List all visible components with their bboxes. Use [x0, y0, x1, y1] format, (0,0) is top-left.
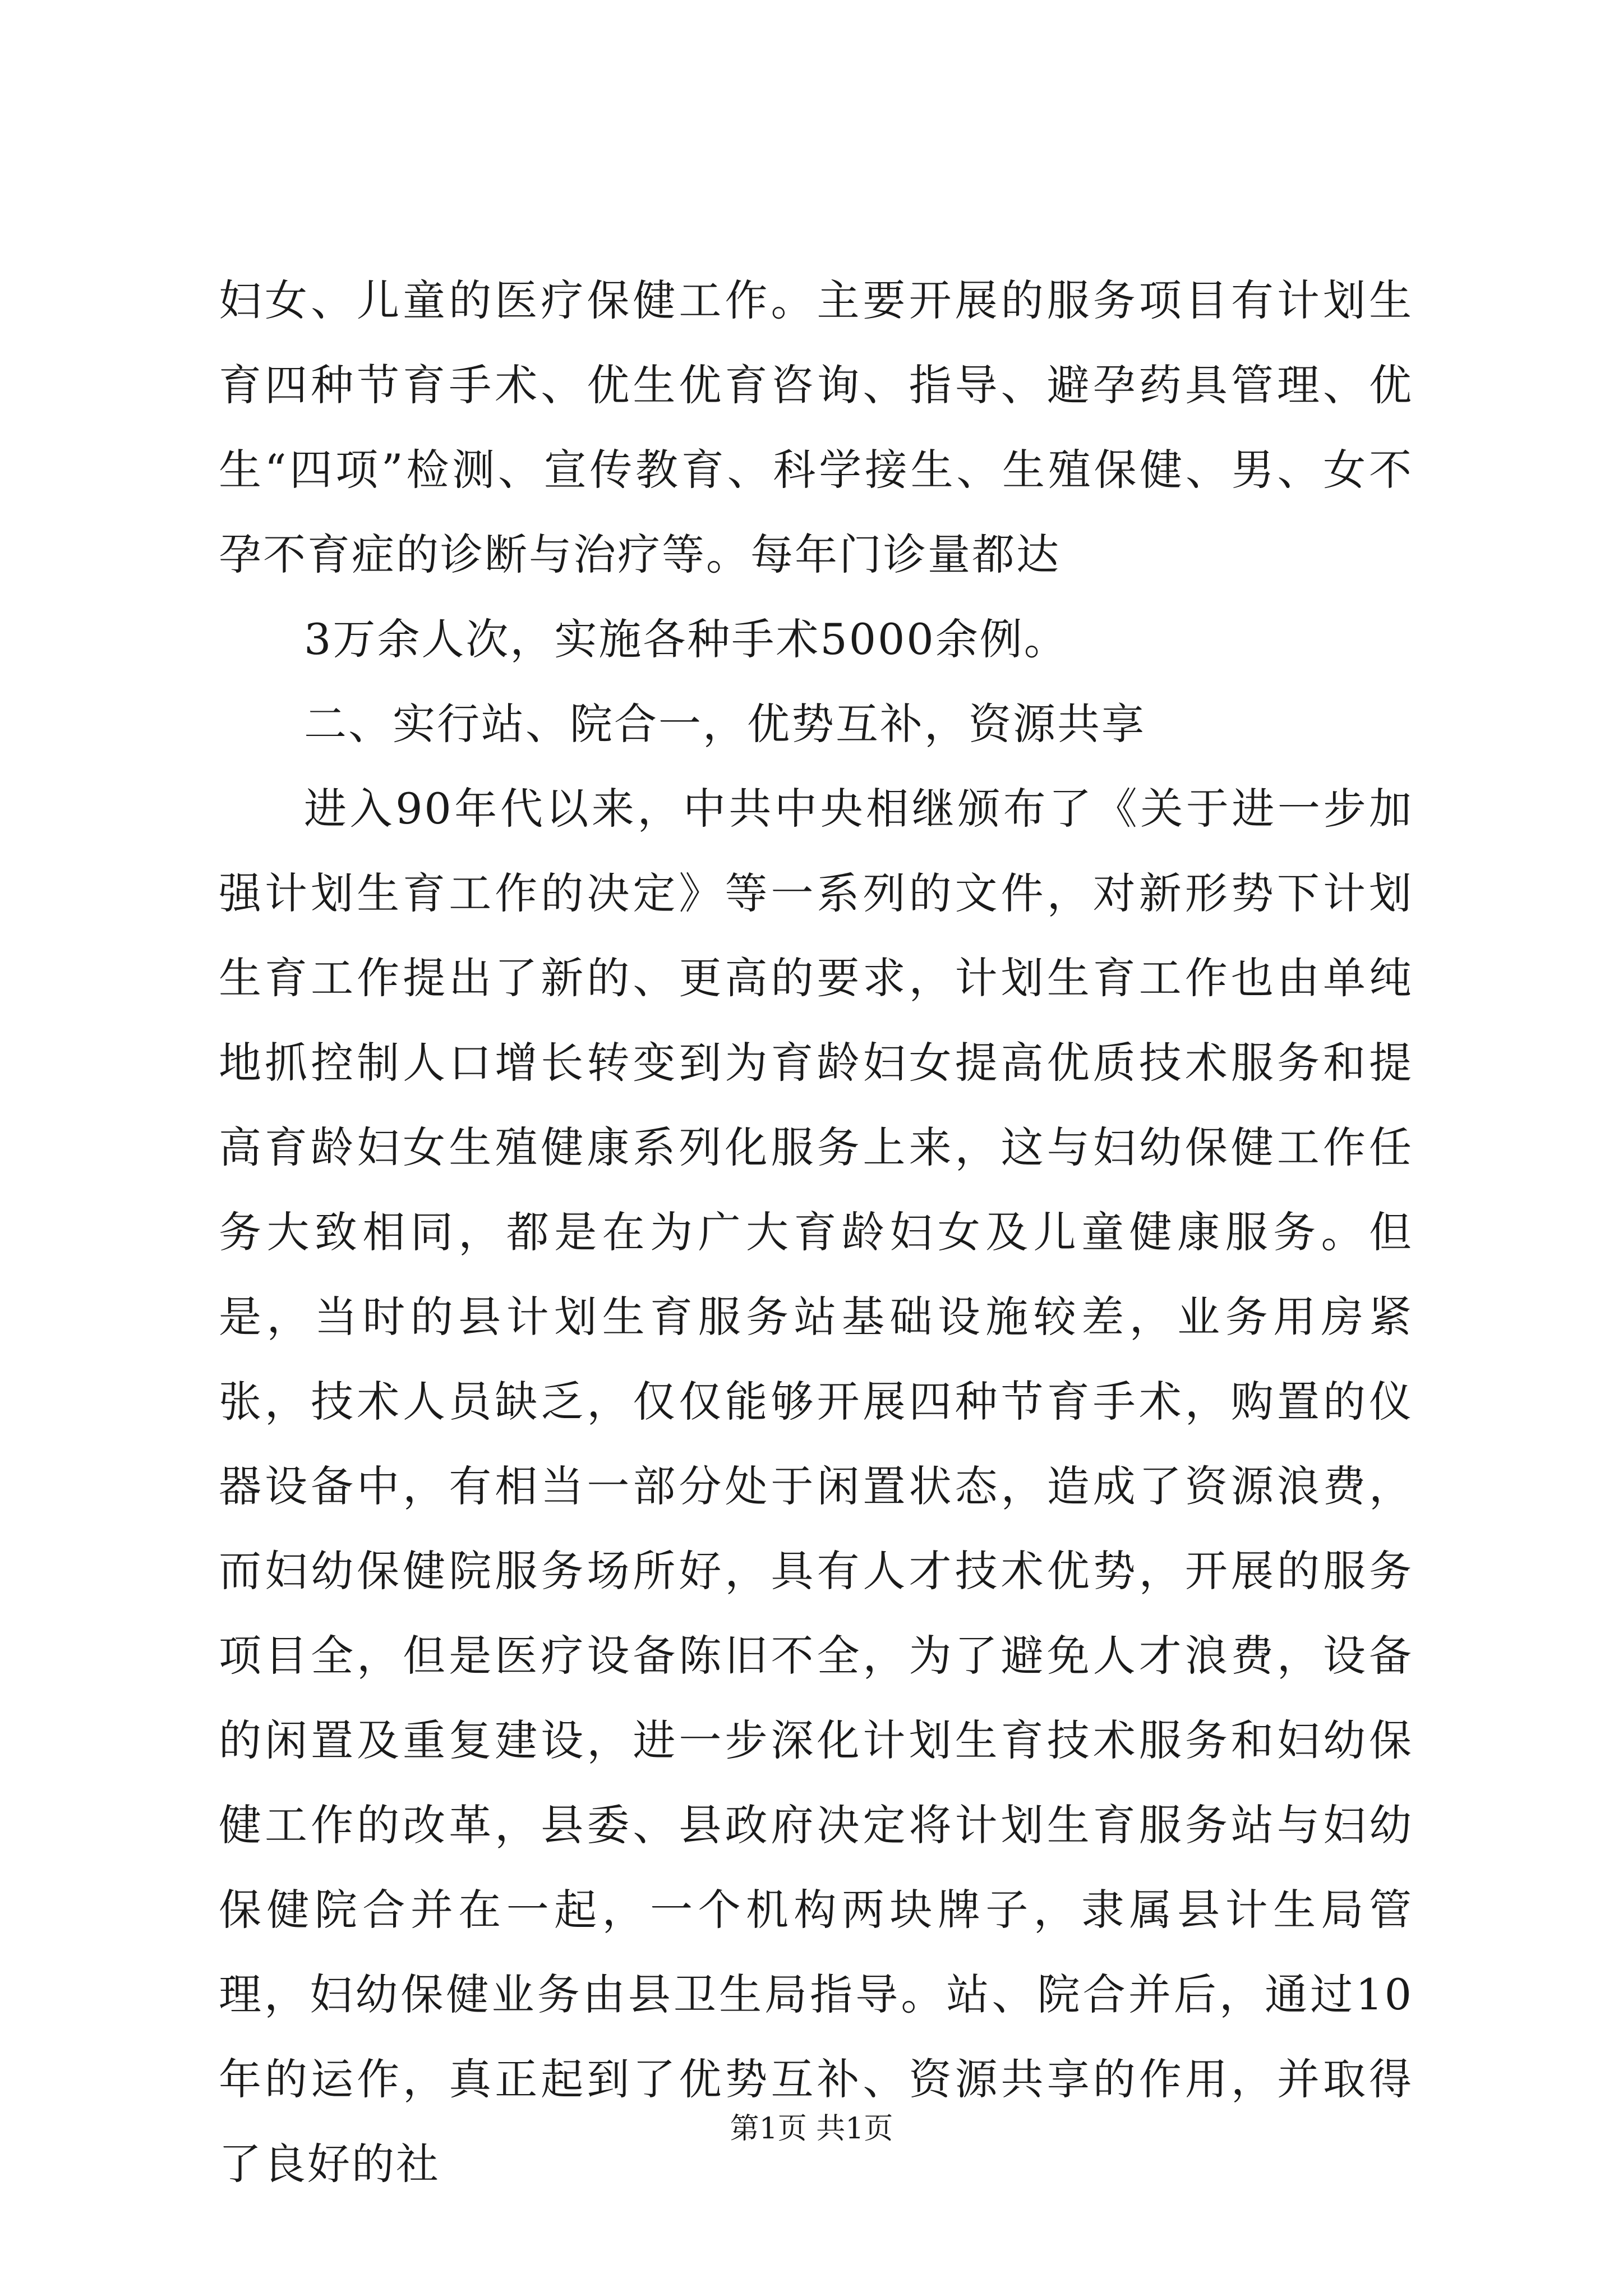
- document-body: [219, 258, 1413, 2206]
- paragraph-continuation: 妇女、儿童的医疗保健工作。主要开展的服务项目有计划生育四种节育手术、优生优育咨询、指导、避孕药具管理、优生“四项”检测、宣传教育、科学接生、生殖保健、男、女不孕不育症的诊断与治疗等。每年门诊量都达: [219, 275, 1413, 579]
- paragraph-body: 进入90年代以来，中共中央相继颁布了《关于进一步加强计划生育工作的决定》等一系列的文件，对新形势下计划生育工作提出了新的、更高的要求，计划生育工作也由单纯地抓控制人口增长转变到为育龄妇女提高优质技术服务和提高育龄妇女生殖健康系列化服务上来，这与妇幼保健工作任务大致相同，都是在为广大育龄妇女及儿童健康服务。但是，当时的县计划生育服务站基础设施较差，业务用房紧张，技术人员缺乏，仅仅能够开展四种节育手术，购置的仪器设备中，有相当一部分处于闲置状态，造成了资源浪费，而妇幼保健院服务场所好，具有人才技术优势，开展的服务项目全，但是医疗设备陈旧不全，为了避免人才浪费，设备的闲置及重复建设，进一步深化计划生育技术服务和妇幼保健工作的改革，县委、县政府决定将计划生育服务站与妇幼保健院合并在一起，一个机构两块牌子，隶属县计生局管理，妇幼保健业务由县卫生局指导。站、院合并后，通过10年的运作，真正起到了优势互补、资源共享的作用，并取得了良好的社: [219, 784, 1413, 2189]
- page-footer: 第1页 共1页: [730, 2112, 893, 2146]
- section-heading: 二、实行站、院合一，优势互补，资源共享: [304, 699, 1146, 749]
- paragraph-statistics: 3万余人次，实施各种手术5000余例。: [304, 614, 1068, 664]
